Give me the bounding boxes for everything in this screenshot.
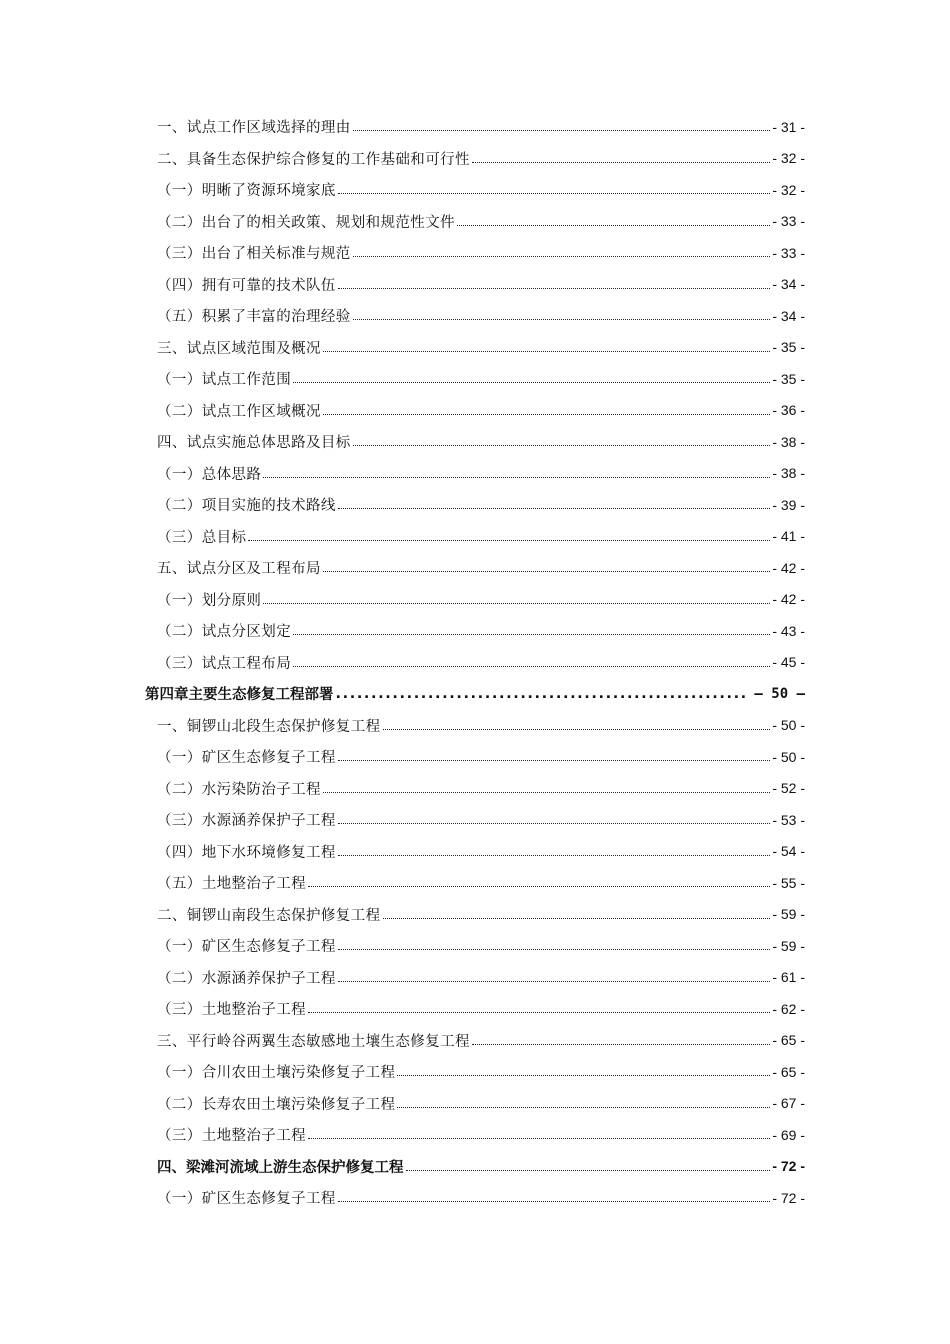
toc-chapter-entry[interactable]	[0, 678, 950, 710]
toc-dot-leader	[308, 886, 770, 887]
toc-entry[interactable]	[0, 332, 950, 364]
toc-entry-page-number: - 62 -	[772, 1000, 805, 1017]
toc-entry-page-number: - 36 -	[772, 402, 805, 419]
toc-entry[interactable]	[0, 426, 950, 458]
toc-entry-page-number: - 61 -	[772, 969, 805, 986]
toc-entry-title: 四、试点实施总体思路及目标	[157, 431, 351, 452]
toc-dot-leader	[338, 508, 771, 509]
toc-dot-leader	[336, 686, 749, 702]
toc-entry-page-number: - 35 -	[772, 370, 805, 387]
toc-entry[interactable]	[0, 206, 950, 238]
toc-dot-leader	[293, 634, 770, 635]
toc-entry-title: （二）试点工作区域概况	[157, 400, 321, 421]
toc-entry-title: （五）土地整治子工程	[157, 872, 306, 893]
toc-entry[interactable]	[0, 741, 950, 773]
toc-dot-leader	[338, 855, 771, 856]
toc-entry-title: （一）划分原则	[157, 589, 261, 610]
toc-entry-page-number: - 42 -	[772, 591, 805, 608]
toc-entry-page-number: - 65 -	[772, 1063, 805, 1080]
toc-entry[interactable]	[0, 237, 950, 269]
toc-entry[interactable]	[0, 930, 950, 962]
toc-entry-page-number: - 65 -	[772, 1032, 805, 1049]
toc-entry-title: （二）长寿农田土壤污染修复子工程	[157, 1093, 395, 1114]
toc-entry[interactable]	[0, 363, 950, 395]
toc-entry[interactable]	[0, 962, 950, 994]
toc-entry[interactable]	[0, 1182, 950, 1214]
toc-dot-leader	[353, 130, 771, 131]
toc-entry[interactable]	[0, 993, 950, 1025]
toc-entry-title: （一）试点工作范围	[157, 368, 291, 389]
toc-entry-title: （四）拥有可靠的技术队伍	[157, 274, 336, 295]
toc-entry-title: （二）水污染防治子工程	[157, 778, 321, 799]
toc-entry-page-number: - 34 -	[772, 307, 805, 324]
toc-dot-leader	[457, 225, 770, 226]
toc-entry-title: （一）矿区生态修复子工程	[157, 935, 336, 956]
toc-entry[interactable]	[0, 773, 950, 805]
toc-entry-title: （一）明晰了资源环境家底	[157, 179, 336, 200]
toc-entry-page-number: - 38 -	[772, 433, 805, 450]
toc-dot-leader	[263, 477, 770, 478]
toc-entry-title: （五）积累了丰富的治理经验	[157, 305, 351, 326]
toc-entry-page-number: - 31 -	[772, 118, 805, 135]
toc-entry-page-number: - 50 -	[772, 748, 805, 765]
toc-dot-leader	[383, 918, 771, 919]
toc-entry-title: （三）土地整治子工程	[157, 1124, 306, 1145]
toc-entry-page-number: - 67 -	[772, 1095, 805, 1112]
toc-entry-page-number: - 72 -	[772, 1158, 805, 1175]
toc-dot-leader	[383, 729, 771, 730]
toc-entry-title: （四）地下水环境修复工程	[157, 841, 336, 862]
toc-entry[interactable]	[0, 836, 950, 868]
toc-dot-leader	[406, 1170, 771, 1171]
toc-entry[interactable]	[0, 1151, 950, 1183]
toc-entry-title: （二）试点分区划定	[157, 620, 291, 641]
toc-entry-title: （二）项目实施的技术路线	[157, 494, 336, 515]
toc-dot-leader	[323, 571, 770, 572]
toc-entry-title: （三）水源涵养保护子工程	[157, 809, 336, 830]
toc-entry-page-number: - 59 -	[772, 937, 805, 954]
toc-dot-leader	[263, 603, 770, 604]
toc-dot-leader	[353, 445, 771, 446]
toc-entry[interactable]	[0, 521, 950, 553]
toc-entry-title: 一、试点工作区域选择的理由	[157, 116, 351, 137]
toc-entry-title: 三、试点区域范围及概况	[157, 337, 321, 358]
toc-entry-page-number: - 41 -	[772, 528, 805, 545]
toc-entry-page-number: - 59 -	[772, 906, 805, 923]
toc-entry-title: （三）总目标	[157, 526, 246, 547]
toc-entry-page-number: - 55 -	[772, 874, 805, 891]
toc-entry[interactable]	[0, 552, 950, 584]
toc-entry[interactable]	[0, 710, 950, 742]
toc-dot-leader	[323, 414, 770, 415]
toc-entry-title: （三）土地整治子工程	[157, 998, 306, 1019]
toc-entry[interactable]	[0, 174, 950, 206]
toc-dot-leader	[308, 1138, 770, 1139]
toc-entry-page-number: – 50 –	[754, 685, 805, 702]
toc-dot-leader	[338, 949, 771, 950]
toc-entry-page-number: - 33 -	[772, 213, 805, 230]
toc-entry-page-number: - 42 -	[772, 559, 805, 576]
toc-entry-title: （一）总体思路	[157, 463, 261, 484]
toc-entry-page-number: - 45 -	[772, 654, 805, 671]
toc-entry-page-number: - 38 -	[772, 465, 805, 482]
toc-entry-title: 三、平行岭谷两翼生态敏感地土壤生态修复工程	[157, 1030, 470, 1051]
toc-entry[interactable]	[0, 899, 950, 931]
toc-entry-title: 五、试点分区及工程布局	[157, 557, 321, 578]
toc-entry-page-number: - 50 -	[772, 717, 805, 734]
toc-entry[interactable]	[0, 300, 950, 332]
toc-entry[interactable]	[0, 1056, 950, 1088]
toc-entry-title: 二、铜锣山南段生态保护修复工程	[157, 904, 381, 925]
toc-dot-leader	[338, 981, 771, 982]
toc-dot-leader	[338, 288, 771, 289]
toc-entry-title: 第四章主要生态修复工程部署	[145, 683, 334, 704]
toc-dot-leader	[472, 162, 770, 163]
toc-entry-page-number: - 32 -	[772, 181, 805, 198]
toc-entry[interactable]	[0, 1088, 950, 1120]
toc-dot-leader	[338, 760, 771, 761]
toc-entry[interactable]	[0, 1025, 950, 1057]
toc-entry-title: （三）出台了相关标准与规范	[157, 242, 351, 263]
toc-dot-leader	[338, 193, 771, 194]
toc-dot-leader	[397, 1075, 770, 1076]
toc-entry-title: （一）矿区生态修复子工程	[157, 1187, 336, 1208]
toc-entry[interactable]	[0, 395, 950, 427]
toc-dot-leader	[293, 382, 770, 383]
toc-entry[interactable]	[0, 489, 950, 521]
toc-entry-page-number: - 54 -	[772, 843, 805, 860]
toc-dot-leader	[353, 256, 771, 257]
toc-entry-title: （一）矿区生态修复子工程	[157, 746, 336, 767]
toc-dot-leader	[308, 1012, 770, 1013]
table-of-contents	[0, 111, 950, 1214]
toc-entry[interactable]	[0, 143, 950, 175]
toc-entry[interactable]	[0, 804, 950, 836]
toc-dot-leader	[248, 540, 770, 541]
toc-entry-page-number: - 52 -	[772, 780, 805, 797]
toc-entry-page-number: - 39 -	[772, 496, 805, 513]
toc-entry[interactable]	[0, 1119, 950, 1151]
toc-dot-leader	[472, 1044, 770, 1045]
toc-dot-leader	[353, 319, 771, 320]
toc-entry[interactable]	[0, 615, 950, 647]
toc-entry-page-number: - 33 -	[772, 244, 805, 261]
toc-entry-page-number: - 53 -	[772, 811, 805, 828]
toc-entry[interactable]	[0, 647, 950, 679]
toc-entry-page-number: - 35 -	[772, 339, 805, 356]
toc-entry-page-number: - 34 -	[772, 276, 805, 293]
toc-dot-leader	[338, 1201, 771, 1202]
toc-dot-leader	[323, 351, 770, 352]
toc-entry[interactable]	[0, 867, 950, 899]
toc-dot-leader	[397, 1107, 770, 1108]
toc-entry[interactable]	[0, 111, 950, 143]
toc-entry[interactable]	[0, 269, 950, 301]
toc-entry-title: （二）水源涵养保护子工程	[157, 967, 336, 988]
toc-entry[interactable]	[0, 584, 950, 616]
toc-entry-title: （三）试点工程布局	[157, 652, 291, 673]
toc-entry-page-number: - 43 -	[772, 622, 805, 639]
toc-entry-page-number: - 32 -	[772, 150, 805, 167]
toc-entry-title: 四、梁滩河流域上游生态保护修复工程	[157, 1156, 404, 1177]
toc-entry-page-number: - 69 -	[772, 1126, 805, 1143]
toc-entry-title: 二、具备生态保护综合修复的工作基础和可行性	[157, 148, 470, 169]
toc-entry-title: 一、铜锣山北段生态保护修复工程	[157, 715, 381, 736]
toc-dot-leader	[338, 823, 771, 824]
toc-entry-title: （二）出台了的相关政策、规划和规范性文件	[157, 211, 455, 232]
toc-dot-leader	[293, 666, 770, 667]
toc-dot-leader	[323, 792, 770, 793]
toc-entry[interactable]	[0, 458, 950, 490]
toc-entry-title: （一）合川农田土壤污染修复子工程	[157, 1061, 395, 1082]
toc-entry-page-number: - 72 -	[772, 1189, 805, 1206]
